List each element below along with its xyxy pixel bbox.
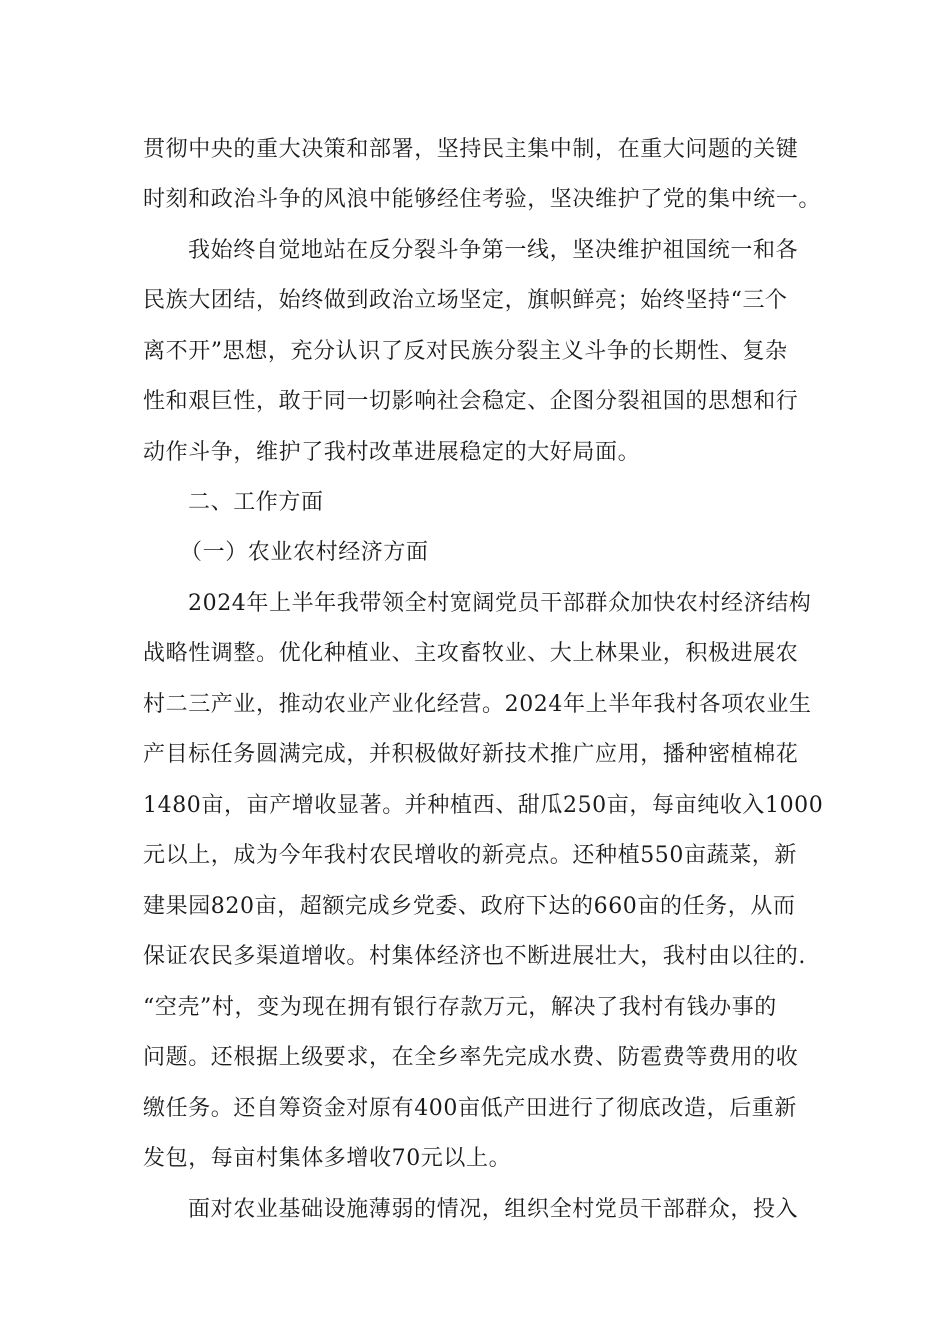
paragraph-line: 战略性调整。优化种植业、主攻畜牧业、大上林果业，积极进展农 xyxy=(143,641,799,666)
paragraph-line: 时刻和政治斗争的风浪中能够经住考验，坚决维护了党的集中统一。 xyxy=(143,187,822,212)
paragraph-line: 动作斗争，维护了我村改革进展稳定的大好局面。 xyxy=(143,440,641,465)
paragraph-line: 1480亩，亩产增收显著。并种植西、甜瓜250亩，每亩纯收入1000 xyxy=(143,793,824,818)
paragraph-line: 问题。还根据上级要求，在全乡率先完成水费、防雹费等费用的收 xyxy=(143,1045,799,1070)
paragraph-line: 面对农业基础设施薄弱的情况，组织全村党员干部群众，投入 xyxy=(188,1197,799,1222)
paragraph-line: 我始终自觉地站在反分裂斗争第一线，坚决维护祖国统一和各 xyxy=(188,238,799,263)
paragraph-line: 村二三产业，推动农业产业化经营。2024年上半年我村各项农业生 xyxy=(143,692,812,717)
paragraph-line: 贯彻中央的重大决策和部署，坚持民主集中制，在重大问题的关键 xyxy=(143,137,799,162)
paragraph-line: 产目标任务圆满完成，并积极做好新技术推广应用，播种密植棉花 xyxy=(143,742,799,767)
paragraph-line: 保证农民多渠道增收。村集体经济也不断进展壮大，我村由以往的. xyxy=(143,944,806,969)
section-heading: 二、工作方面 xyxy=(188,490,324,515)
paragraph-line: 发包，每亩村集体多增收70元以上。 xyxy=(143,1146,512,1171)
paragraph-line: 元以上，成为今年我村农民增收的新亮点。还种植550亩蔬菜，新 xyxy=(143,843,797,868)
paragraph-line: 性和艰巨性，敢于同一切影响社会稳定、企图分裂祖国的思想和行 xyxy=(143,389,799,414)
paragraph-line: 2024年上半年我带领全村宽阔党员干部群众加快农村经济结构 xyxy=(188,591,812,616)
paragraph-line: 建果园820亩，超额完成乡党委、政府下达的660亩的任务，从而 xyxy=(143,894,796,919)
subsection-heading: （一）农业农村经济方面 xyxy=(180,540,429,565)
paragraph-line: 民族大团结，始终做到政治立场坚定，旗帜鲜亮；始终坚持“三个 xyxy=(143,288,788,313)
paragraph-line: 缴任务。还自筹资金对原有400亩低产田进行了彻底改造，后重新 xyxy=(143,1096,797,1121)
paragraph-line: “空壳”村，变为现在拥有银行存款万元，解决了我村有钱办事的 xyxy=(143,995,777,1020)
paragraph-line: 离不开”思想，充分认识了反对民族分裂主义斗争的长期性、复杂 xyxy=(143,339,788,364)
